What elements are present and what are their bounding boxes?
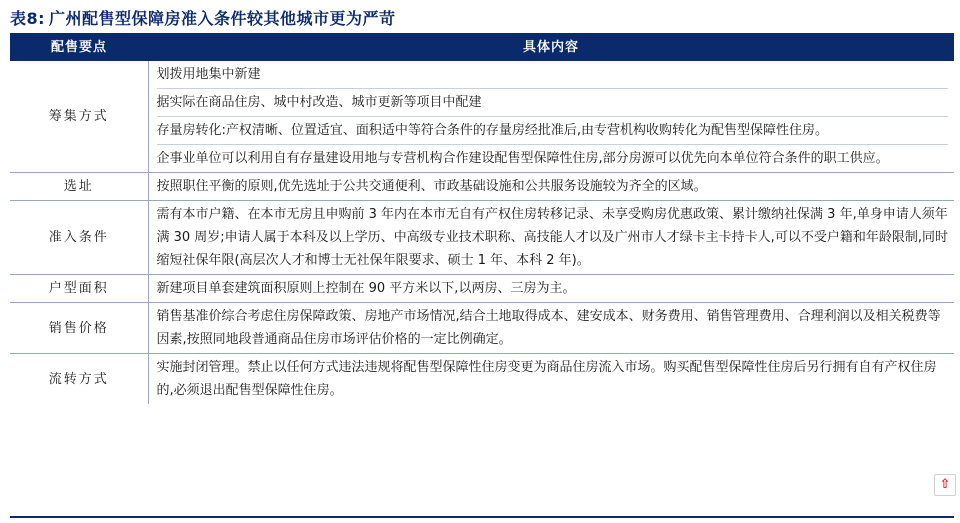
row-content [148, 275, 954, 303]
content-item: 按照职住平衡的原则,优先选址于公共交通便利、市政基础设施和公共服务设施较为齐全的区域。 [156, 179, 707, 194]
content-item: 据实际在商品住房、城中村改造、城市更新等项目中配建 [157, 89, 949, 117]
row-category: 筹集方式 [10, 61, 148, 173]
content-item: 实施封闭管理。禁止以任何方式违法违规将配售型保障性住房变更为商品住房流入市场。购买配售型保障性住房后另行拥有自有产权住房的,必须退出配售型保障性住房。 [156, 360, 937, 398]
table-title-text: 广州配售型保障房准入条件较其他城市更为严苛 [49, 9, 396, 28]
content-item: 需有本市户籍、在本市无房且申购前 3 年内在本市无自有产权住房转移记录、未享受购房优惠政策、累计缴纳社保满 3 年,单身申请人须年满 30 周岁;申请人属于本科及以上学历、中高级专业技术职称、高技能人才以及广州市人才绿卡主卡持卡人,可以不受户籍和年龄限制,同时缩短社保年限(高层次人才和博士无社保年限要求、硕士 1 年、本科 2 年)。 [156, 207, 948, 268]
header-content: 具体内容 [148, 33, 954, 61]
table-number: 表8: [10, 9, 46, 28]
table-row [10, 303, 954, 354]
row-category: 流转方式 [10, 354, 148, 405]
row-content [148, 303, 954, 354]
header-category: 配售要点 [10, 33, 148, 61]
row-category: 户型面积 [10, 275, 148, 303]
arrow-up-icon: ⇧ [939, 477, 951, 492]
policy-table [10, 33, 954, 404]
row-content [148, 201, 954, 275]
row-category: 选址 [10, 173, 148, 201]
row-category: 销售价格 [10, 303, 148, 354]
row-content [148, 354, 954, 405]
content-item: 划拨用地集中新建 [157, 61, 949, 89]
content-item: 企事业单位可以利用自有存量建设用地与专营机构合作建设配售型保障性住房,部分房源可以优先向本单位符合条件的职工供应。 [156, 151, 889, 166]
table-row [10, 354, 954, 405]
table-row [10, 275, 954, 303]
table-header-row [10, 33, 954, 61]
table-row [10, 201, 954, 275]
table-title [10, 6, 396, 28]
content-item: 销售基准价综合考虑住房保障政策、房地产市场情况,结合土地取得成本、建安成本、财务费用、销售管理费用、合理利润以及相关税费等因素,按照同地段普通商品住房市场评估价格的一定比例确定。 [156, 309, 941, 347]
table-bottom-rule [10, 516, 954, 518]
row-content [148, 61, 954, 173]
table-row [10, 173, 954, 201]
table-row [10, 61, 954, 173]
row-content [148, 173, 954, 201]
content-item: 存量房转化:产权清晰、位置适宜、面积适中等符合条件的存量房经批准后,由专营机构收购转化为配售型保障性住房。 [157, 117, 949, 145]
row-category: 准入条件 [10, 201, 148, 275]
content-item: 新建项目单套建筑面积原则上控制在 90 平方米以下,以两房、三房为主。 [156, 281, 576, 296]
scroll-to-top-button[interactable] [934, 474, 956, 496]
